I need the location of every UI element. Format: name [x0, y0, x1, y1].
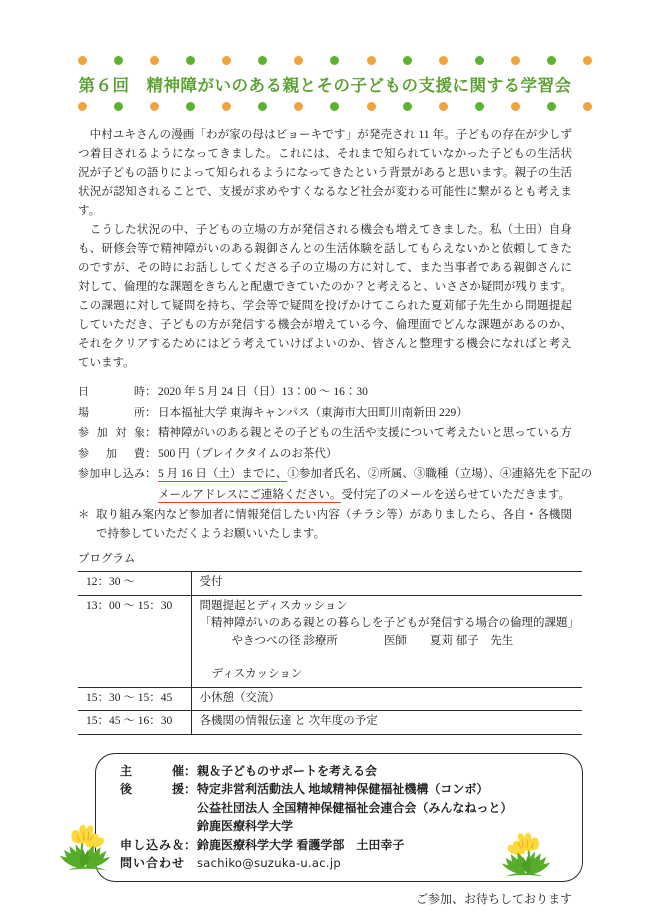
program-row-discussion [78, 595, 582, 687]
detail-value: 精神障がいのある親とその子どもの生活や支援について考えたいと思っている方 [158, 427, 572, 439]
detail-label: 参加費 [78, 447, 145, 460]
organizer-line-support-2 [120, 799, 568, 818]
program-row-break [78, 687, 582, 711]
dot-ornament [330, 56, 339, 65]
dot-ornament [294, 102, 303, 111]
dot-ornament [78, 102, 87, 111]
detail-row-apply [78, 464, 593, 505]
dot-ornament [475, 102, 484, 111]
program-line: 受付 [199, 576, 223, 588]
dot-ornament [511, 102, 520, 111]
intro-paragraph-2: こうした状況の中、子どもの立場の方が発信される機会も増えてきました。私（土田）自身も、研修会等で精神障がいのある親御さんとの生活体験を話してもらえないかと依頼してきたのですが、その時にお話ししてくださる子の立場の方に対して、また当事者である親御さんに対して、倫理的な課題をきちんと配慮できていたのか？と考えると、いささか疑問が残ります。この課題に対して疑問を持ち、学会等で疑問を投げかけてこられた夏苅郁子先生から問題提起していただき、子どもの方が発信する機会が増えている今、倫理面でどんな課題があるのか、それをクリアするためにはどう考えていけばよいのか、皆さんと整理する機会になればと考えています。 [78, 224, 572, 369]
dot-ornament [78, 56, 87, 65]
closing-message: ご参加、お待ちしております [415, 891, 572, 906]
dot-ornament [294, 56, 303, 65]
dandelion-illustration [58, 820, 116, 879]
dot-ornament [150, 102, 159, 111]
apply-contact-underlined: メールアドレスにご連絡ください。 [158, 488, 342, 501]
organizer-label: 申し込み＆ [120, 837, 184, 852]
contact-email: sachiko@suzuka-u.ac.jp [197, 856, 341, 870]
detail-row-audience [78, 423, 572, 444]
dot-ornament [222, 56, 231, 65]
organizer-line-support-1 [120, 780, 568, 799]
organizer-colon: ： [184, 837, 197, 852]
program-line-blank [200, 650, 575, 666]
program-time: 13：00 ～ 15：30 [78, 595, 191, 687]
dot-ornament [547, 56, 556, 65]
program-time: 12：30 ～ [78, 572, 191, 596]
organizer-colon: ： [184, 782, 197, 796]
program-line-topic: 「精神障がいのある親との暮らしを子どもが発信する場合の倫理的課題」 [199, 617, 579, 629]
dot-ornament [367, 56, 376, 65]
dot-ornament [403, 56, 412, 65]
dandelion-illustration [496, 828, 552, 885]
detail-colon: ： [145, 406, 157, 419]
program-desc [191, 572, 582, 596]
dots-divider-top [78, 56, 592, 65]
detail-row-fee [78, 444, 572, 465]
program-line: 小休憩（交流） [199, 691, 280, 704]
intro-paragraph-1: 中村ユキさんの漫画「わが家の母はビョーキです」が発売され 11 年。子どもの存在が少しずつ着目されるようになってきました。これには、それまで知られていなかった子どもの生活状況が子どもの語りによって知られるようになってきたという背景があると思います。親子の生活状況が認知されることで、支援が求めやすくなるなど社会が変わる可能性に繋がるとも考えます。 [78, 129, 572, 217]
dot-ornament [330, 102, 339, 111]
dot-ornament [583, 56, 592, 65]
program-row-reception [78, 572, 582, 596]
organizer-text: 公益社団法人 全国精神保健福祉会連合会（みんなねっと） [197, 800, 513, 815]
dots-divider-bottom [78, 102, 592, 111]
organizer-label: 主催 [120, 763, 184, 778]
detail-value: 2020 年 5 月 24 日（日）13：00 ～ 16：30 [158, 386, 368, 398]
apply-items: ①参加者氏名、②所属、③職種（立場）、④連絡先を下記の [287, 468, 593, 480]
program-line-discussion: ディスカッション [211, 668, 303, 680]
dot-ornament [475, 56, 484, 65]
program-heading: プログラム [78, 553, 136, 565]
detail-label: 日時 [78, 386, 145, 398]
apply-confirm: 受付完了のメールを送らせていただきます。 [341, 488, 570, 501]
detail-colon: ： [145, 427, 157, 439]
detail-colon: ： [145, 468, 157, 480]
dot-ornament [114, 102, 123, 111]
organizer-text: 鈴鹿医療科学大学 [197, 819, 294, 833]
detail-row-datetime [78, 382, 572, 403]
organizer-text: 鈴鹿医療科学大学 看護学部 土田幸子 [197, 837, 405, 852]
dot-ornament [367, 102, 376, 111]
dot-ornament [403, 102, 412, 111]
program-desc [191, 595, 582, 687]
dot-ornament [114, 56, 123, 65]
dot-ornament [439, 56, 448, 65]
organizer-line-host [120, 762, 568, 781]
page-title: 第６回 精神障がいのある親とその子どもの支援に関する学習会 [78, 77, 572, 95]
note-text: 取り組み案内など参加者に情報発信したい内容（チラシ等）がありましたら、各自・各機関で持参していただくようお願いいたします。 [96, 509, 572, 540]
asterisk-marker: ＊ [78, 509, 90, 521]
organizer-text: 特定非営利活動法人 地域精神保健福祉機構（コンボ） [197, 782, 489, 796]
program-desc [191, 711, 582, 735]
detail-colon: ： [145, 447, 157, 460]
detail-label: 参加申し込み [78, 468, 145, 480]
dot-ornament [258, 102, 267, 111]
dot-ornament [258, 56, 267, 65]
detail-label: 参加対象 [78, 427, 145, 439]
event-details [78, 382, 593, 544]
detail-value: 500 円（ブレイクタイムのお茶代） [158, 447, 338, 460]
intro-section [78, 126, 572, 373]
organizer-label: 問い合わせ [120, 856, 184, 870]
dot-ornament [222, 102, 231, 111]
apply-deadline-underlined: 5 月 16 日（土）までに、 [158, 468, 288, 480]
dot-ornament [439, 102, 448, 111]
bring-materials-note [78, 506, 572, 544]
organizer-text: 親＆子どものサポートを考える会 [197, 763, 378, 778]
detail-colon: ： [145, 386, 157, 398]
detail-value: 日本福祉大学 東海キャンパス（東海市大田町川南新田 229） [158, 406, 468, 419]
program-time: 15：30 ～ 15：45 [78, 687, 191, 711]
organizer-colon: ： [184, 763, 197, 778]
apply-value [158, 464, 592, 505]
dot-ornament [511, 56, 520, 65]
organizer-label: 後援 [120, 782, 184, 796]
program-row-closing [78, 711, 582, 735]
program-table [78, 571, 582, 735]
detail-label: 場所 [78, 406, 145, 419]
program-line-speaker: やきつべの径 診療所 医師 夏苅 郁子 先生 [231, 634, 514, 647]
program-time: 15：45 ～ 16：30 [78, 711, 191, 735]
dot-ornament [547, 102, 556, 111]
dot-ornament [583, 102, 592, 111]
program-desc [191, 687, 582, 711]
program-line: 問題提起とディスカッション [199, 599, 348, 612]
program-line: 各機関の情報伝達 と 次年度の予定 [199, 715, 378, 727]
dot-ornament [150, 56, 159, 65]
dot-ornament [186, 56, 195, 65]
dot-ornament [186, 102, 195, 111]
detail-row-place [78, 403, 572, 424]
